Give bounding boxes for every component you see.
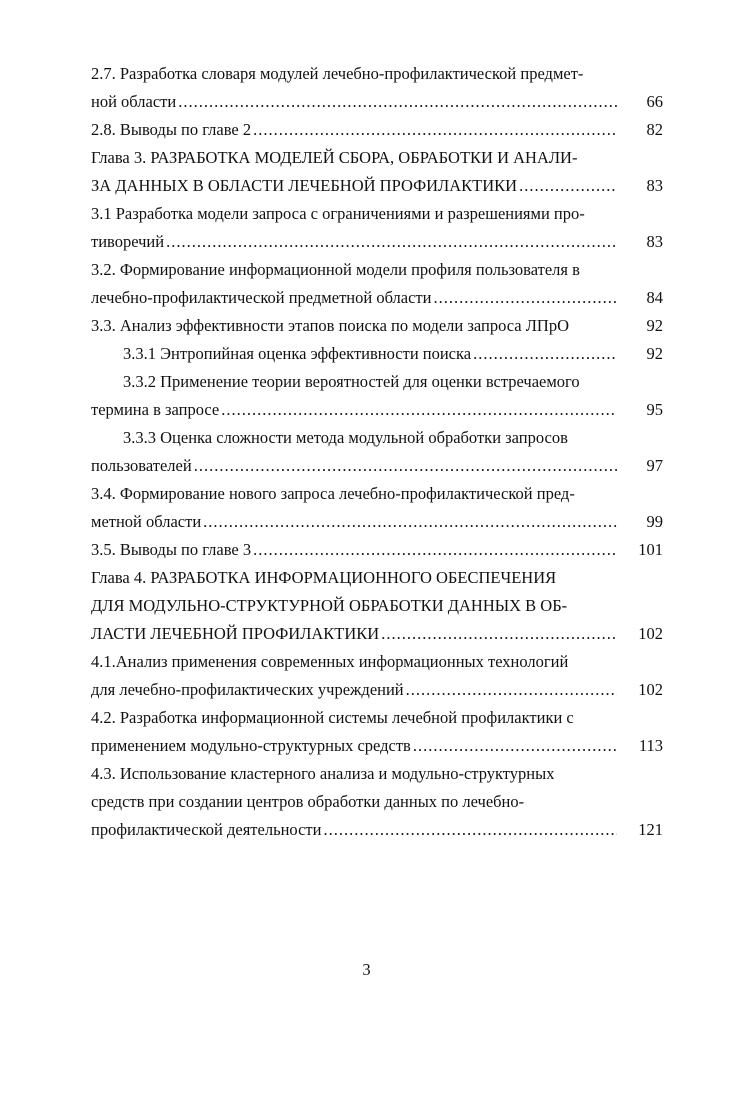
toc-page-number: 92 bbox=[646, 316, 663, 335]
toc-entry-text: 2.7. Разработка словаря модулей лечебно-профилактической предмет- bbox=[91, 64, 584, 83]
toc-line bbox=[91, 536, 663, 564]
toc-line bbox=[91, 256, 663, 284]
toc-leader-dots bbox=[381, 620, 617, 648]
toc-line bbox=[91, 172, 663, 200]
toc-line bbox=[91, 88, 663, 116]
toc-line bbox=[91, 60, 663, 88]
toc-entry bbox=[91, 424, 663, 480]
toc-page-number: 83 bbox=[646, 176, 663, 195]
toc-page-number: 121 bbox=[638, 820, 663, 839]
toc-entry-text: 3.1 Разработка модели запроса с ограничениями и разрешениями про- bbox=[91, 204, 585, 223]
toc-entry-text: средств при создании центров обработки данных по лечебно- bbox=[91, 792, 525, 811]
toc-entry bbox=[91, 480, 663, 536]
toc-line bbox=[91, 284, 663, 312]
toc-line bbox=[91, 200, 663, 228]
toc-page-number: 113 bbox=[638, 736, 663, 755]
toc-entry-text: метной области bbox=[91, 512, 202, 531]
toc-line bbox=[91, 620, 663, 648]
toc-leader-dots bbox=[221, 396, 617, 424]
toc-entry bbox=[91, 564, 663, 648]
toc-line bbox=[91, 592, 663, 620]
page-number: 3 bbox=[362, 960, 371, 979]
toc-line bbox=[91, 340, 663, 368]
toc-entry bbox=[91, 704, 663, 760]
toc-entry-text: 4.2. Разработка информационной системы лечебной профилактики с bbox=[91, 708, 574, 727]
toc-page-number: 92 bbox=[646, 344, 663, 363]
toc-entry-text: ЛАСТИ ЛЕЧЕБНОЙ ПРОФИЛАКТИКИ bbox=[91, 624, 380, 643]
toc-page-number: 101 bbox=[638, 540, 663, 559]
toc-line bbox=[91, 116, 663, 144]
toc-line bbox=[91, 704, 663, 732]
toc-entry-text: ЗА ДАННЫХ В ОБЛАСТИ ЛЕЧЕБНОЙ ПРОФИЛАКТИКИ bbox=[91, 176, 518, 195]
toc-entry bbox=[91, 200, 663, 256]
toc-line bbox=[91, 424, 663, 452]
toc-entry bbox=[91, 60, 663, 116]
toc-page-number: 97 bbox=[646, 456, 663, 475]
toc-entry-text: 3.2. Формирование информационной модели профиля пользователя в bbox=[91, 260, 580, 279]
toc-leader-dots bbox=[433, 284, 617, 312]
toc-line bbox=[91, 676, 663, 704]
toc-entry bbox=[91, 648, 663, 704]
toc-line bbox=[91, 144, 663, 172]
toc-entry bbox=[91, 368, 663, 424]
toc-entry-text: ДЛЯ МОДУЛЬНО-СТРУКТУРНОЙ ОБРАБОТКИ ДАННЫХ В ОБ- bbox=[91, 596, 568, 615]
toc-entry-text: 3.5. Выводы по главе 3 bbox=[91, 540, 252, 559]
toc-leader-dots bbox=[473, 340, 617, 368]
toc-leader-dots bbox=[166, 228, 617, 256]
toc-entry-text: ной области bbox=[91, 92, 177, 111]
toc-entry bbox=[91, 144, 663, 200]
toc-line bbox=[91, 732, 663, 760]
toc-page-number: 95 bbox=[646, 400, 663, 419]
toc-entry bbox=[91, 536, 663, 564]
toc-page-number: 102 bbox=[638, 624, 663, 643]
toc-page-number: 66 bbox=[646, 92, 663, 111]
toc-entry bbox=[91, 256, 663, 312]
toc-page-number: 84 bbox=[646, 288, 663, 307]
toc-entry bbox=[91, 340, 663, 368]
toc-entry-text: 4.1.Анализ применения современных информационных технологий bbox=[91, 652, 569, 671]
toc-line bbox=[91, 396, 663, 424]
toc-entry-text: Глава 3. РАЗРАБОТКА МОДЕЛЕЙ СБОРА, ОБРАБОТКИ И АНАЛИ- bbox=[91, 148, 578, 167]
toc-line bbox=[91, 788, 663, 816]
toc-entry-text: 4.3. Использование кластерного анализа и модульно-структурных bbox=[91, 764, 555, 783]
toc-entry bbox=[91, 760, 663, 844]
toc-leader-dots bbox=[194, 452, 617, 480]
toc-line bbox=[91, 816, 663, 844]
toc-entry-text: Глава 4. РАЗРАБОТКА ИНФОРМАЦИОННОГО ОБЕСПЕЧЕНИЯ bbox=[91, 568, 557, 587]
toc-leader-dots bbox=[253, 116, 617, 144]
toc-entry-text: 3.3.1 Энтропийная оценка эффективности поиска bbox=[123, 344, 472, 363]
toc-entry-text: профилактической деятельности bbox=[91, 820, 322, 839]
toc-line bbox=[91, 452, 663, 480]
toc-entry-text: 3.3.2 Применение теории вероятностей для оценки встречаемого bbox=[123, 372, 580, 391]
table-of-contents bbox=[91, 60, 663, 844]
toc-entry-text: термина в запросе bbox=[91, 400, 220, 419]
toc-line bbox=[91, 564, 663, 592]
toc-leader-dots bbox=[519, 172, 617, 200]
toc-line bbox=[91, 312, 663, 340]
toc-line bbox=[91, 228, 663, 256]
toc-leader-dots bbox=[406, 676, 617, 704]
toc-page-number: 83 bbox=[646, 232, 663, 251]
toc-entry bbox=[91, 116, 663, 144]
toc-line bbox=[91, 368, 663, 396]
toc-entry-text: лечебно-профилактической предметной области bbox=[91, 288, 432, 307]
toc-leader-dots bbox=[178, 88, 617, 116]
toc-page-number: 102 bbox=[638, 680, 663, 699]
toc-entry-text: 2.8. Выводы по главе 2 bbox=[91, 120, 252, 139]
toc-line bbox=[91, 508, 663, 536]
toc-entry-text: пользователей bbox=[91, 456, 192, 475]
toc-leader-dots bbox=[323, 816, 617, 844]
toc-entry-text: 3.4. Формирование нового запроса лечебно-профилактической пред- bbox=[91, 484, 575, 503]
toc-page-number: 82 bbox=[646, 120, 663, 139]
toc-leader-dots bbox=[253, 536, 617, 564]
toc-entry-text: 3.3. Анализ эффективности этапов поиска по модели запроса ЛПрО bbox=[91, 316, 569, 335]
toc-line bbox=[91, 760, 663, 788]
toc-leader-dots bbox=[203, 508, 617, 536]
toc-line bbox=[91, 648, 663, 676]
toc-entry-text: для лечебно-профилактических учреждений bbox=[91, 680, 404, 699]
toc-entry-text: применением модульно-структурных средств bbox=[91, 736, 411, 755]
toc-page-number: 99 bbox=[646, 512, 663, 531]
toc-entry-text: 3.3.3 Оценка сложности метода модульной обработки запросов bbox=[123, 428, 568, 447]
toc-entry bbox=[91, 312, 663, 340]
toc-entry-text: тиворечий bbox=[91, 232, 165, 251]
toc-line bbox=[91, 480, 663, 508]
toc-leader-dots bbox=[413, 732, 617, 760]
